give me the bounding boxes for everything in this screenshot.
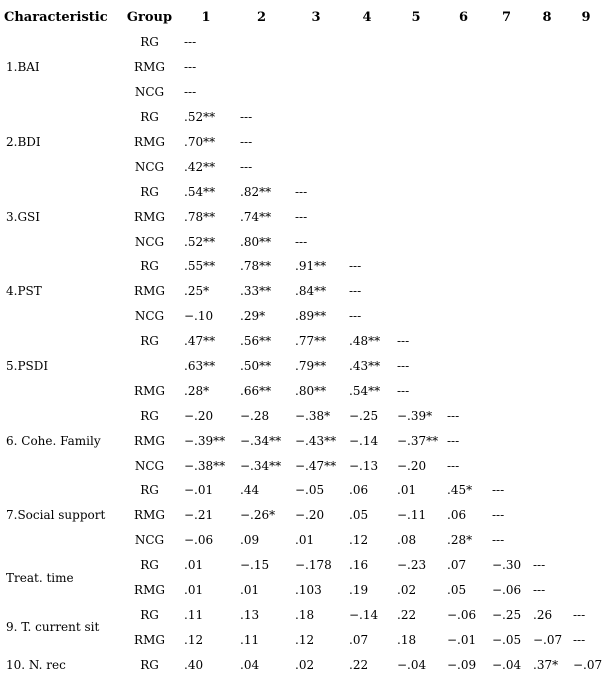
characteristic-label: 1.BAI [6, 60, 40, 75]
value-cell-col-1: −.20 [184, 408, 214, 423]
value-cell-col-6 [441, 130, 486, 155]
header-col-7: 7 [501, 9, 512, 25]
table-row [0, 652, 605, 677]
group-cell: RMG [134, 433, 165, 448]
value-cell-col-2: −.34** [240, 433, 282, 448]
table-row [0, 30, 605, 55]
value-cell-col-6: .05 [447, 583, 467, 598]
value-cell-col-6: −.09 [447, 657, 477, 672]
value-cell-col-1: .40 [184, 657, 204, 672]
value-cell-col-8 [527, 528, 567, 553]
table-row [0, 478, 605, 503]
value-cell-col-6: .07 [447, 558, 467, 573]
value-cell-col-6 [441, 179, 486, 204]
value-cell-col-5: −.11 [397, 508, 427, 523]
group-cell: RMG [134, 583, 165, 598]
value-cell-col-3: .103 [295, 583, 322, 598]
value-cell-col-2: −.15 [240, 558, 270, 573]
value-cell-col-2: .04 [240, 657, 260, 672]
table-row [0, 553, 605, 578]
group-cell: RG [140, 607, 159, 622]
value-cell-col-2: −.28 [240, 408, 270, 423]
value-cell-col-2: .01 [240, 583, 260, 598]
value-cell-col-9 [567, 254, 605, 279]
value-cell-col-6: .45* [447, 483, 473, 498]
value-cell-col-5: −.20 [397, 458, 427, 473]
value-cell-col-8 [527, 453, 567, 478]
value-cell-col-7 [486, 154, 527, 179]
header-group: Group [126, 9, 173, 25]
value-cell-col-7 [486, 279, 527, 304]
value-cell-col-5 [391, 179, 441, 204]
value-cell-col-7 [486, 130, 527, 155]
value-cell-col-2: .29* [240, 309, 266, 324]
value-cell-col-7 [486, 304, 527, 329]
value-cell-col-7 [486, 55, 527, 80]
table-row [0, 602, 605, 627]
value-cell-col-7 [486, 204, 527, 229]
value-cell-col-6 [441, 279, 486, 304]
value-cell-col-5 [391, 80, 441, 105]
value-cell-col-8 [527, 179, 567, 204]
value-cell-col-9 [567, 229, 605, 254]
header-col-8: 8 [542, 9, 552, 25]
value-cell-col-6: −.01 [447, 632, 477, 647]
value-cell-col-5 [391, 105, 441, 130]
value-cell-col-1: .70** [184, 135, 216, 149]
value-cell-col-4: .07 [349, 632, 369, 647]
value-cell-col-4: .54** [349, 383, 381, 398]
value-cell-col-5: −.37** [397, 433, 439, 448]
value-cell-col-5: --- [397, 359, 410, 374]
value-cell-col-9 [567, 105, 605, 130]
value-cell-col-4: −.25 [349, 408, 379, 423]
value-cell-col-1: --- [184, 35, 197, 50]
value-cell-col-9 [567, 553, 605, 578]
value-cell-col-9: −.07 [573, 657, 603, 672]
value-cell-col-3: .79** [295, 359, 327, 374]
table-row [0, 105, 605, 130]
group-cell: RMG [134, 209, 165, 224]
header-col-1: 1 [201, 9, 211, 25]
value-cell-col-2: .82** [240, 184, 272, 199]
value-cell-col-2: −.34** [240, 458, 282, 473]
characteristic-label: 5.PSDI [6, 359, 49, 374]
value-cell-col-5 [391, 204, 441, 229]
characteristic-label: 10. N. rec [6, 657, 66, 672]
group-cell: RMG [134, 383, 165, 398]
value-cell-col-4 [343, 80, 391, 105]
value-cell-col-2 [234, 80, 289, 105]
header-col-3: 3 [311, 9, 321, 25]
value-cell-col-2: .44 [240, 483, 260, 498]
value-cell-col-3: .12 [295, 632, 315, 647]
group-cell: RMG [134, 508, 165, 523]
value-cell-col-7: --- [492, 483, 505, 498]
header-col-4: 4 [362, 9, 372, 25]
value-cell-col-6 [441, 329, 486, 354]
value-cell-col-4: .16 [349, 558, 369, 573]
value-cell-col-8: .37* [533, 657, 559, 672]
value-cell-col-2: .74** [240, 209, 272, 224]
value-cell-col-4 [343, 105, 391, 130]
value-cell-col-3: −.05 [295, 483, 325, 498]
value-cell-col-6 [441, 80, 486, 105]
value-cell-col-9 [567, 304, 605, 329]
value-cell-col-8 [527, 80, 567, 105]
value-cell-col-7: --- [492, 533, 505, 548]
value-cell-col-2: .50** [240, 359, 272, 374]
value-cell-col-3: .89** [295, 309, 327, 324]
value-cell-col-2: .78** [240, 259, 272, 274]
value-cell-col-5 [391, 229, 441, 254]
group-cell: NCG [134, 234, 165, 249]
value-cell-col-5: --- [397, 334, 410, 349]
value-cell-col-8 [527, 329, 567, 354]
value-cell-col-2: .09 [240, 533, 260, 548]
value-cell-col-6: .28* [447, 533, 473, 548]
value-cell-col-3: −.178 [295, 558, 332, 573]
value-cell-col-7: −.04 [492, 657, 522, 672]
value-cell-col-9 [567, 453, 605, 478]
value-cell-col-2: --- [240, 135, 253, 149]
value-cell-col-1: --- [184, 60, 197, 75]
value-cell-col-3 [289, 105, 343, 130]
value-cell-col-1: .52** [184, 234, 216, 249]
value-cell-col-1: .42** [184, 159, 216, 174]
value-cell-col-5 [391, 254, 441, 279]
value-cell-col-7 [486, 428, 527, 453]
value-cell-col-6 [441, 354, 486, 379]
characteristic-label: 7.Social support [6, 508, 106, 523]
value-cell-col-9 [567, 329, 605, 354]
value-cell-col-4: .48** [349, 334, 381, 349]
characteristic-label: 9. T. current sit [6, 620, 100, 635]
header-col-6: 6 [458, 9, 469, 25]
characteristic-label: 2.BDI [6, 135, 41, 149]
value-cell-col-3: .91** [295, 259, 327, 274]
group-cell: NCG [134, 309, 165, 324]
value-cell-col-2: .80** [240, 234, 272, 249]
value-cell-col-6 [441, 105, 486, 130]
characteristic-label: 4.PST [6, 284, 42, 299]
value-cell-col-3: .01 [295, 533, 315, 548]
value-cell-col-6: --- [447, 433, 460, 448]
value-cell-col-2: −.26* [240, 508, 276, 523]
value-cell-col-6 [441, 254, 486, 279]
value-cell-col-3: .02 [295, 657, 315, 672]
value-cell-col-6: --- [447, 408, 460, 423]
value-cell-col-4: --- [349, 284, 362, 299]
value-cell-col-9 [567, 154, 605, 179]
value-cell-col-9 [567, 130, 605, 155]
value-cell-col-9 [567, 204, 605, 229]
value-cell-col-9 [567, 528, 605, 553]
value-cell-col-8 [527, 503, 567, 528]
value-cell-col-2: .11 [240, 632, 260, 647]
value-cell-col-3: --- [295, 184, 308, 199]
value-cell-col-7 [486, 378, 527, 403]
group-cell: RMG [134, 284, 165, 299]
value-cell-col-3: .84** [295, 284, 327, 299]
value-cell-col-9 [567, 55, 605, 80]
value-cell-col-8 [527, 478, 567, 503]
value-cell-col-9 [567, 279, 605, 304]
value-cell-col-4 [343, 55, 391, 80]
value-cell-col-5: .18 [397, 632, 417, 647]
value-cell-col-7 [486, 80, 527, 105]
group-cell: RMG [134, 60, 165, 75]
characteristic-label: 6. Cohe. Family [6, 433, 101, 448]
value-cell-col-5: .01 [397, 483, 417, 498]
value-cell-col-7 [486, 403, 527, 428]
group-cell: RG [140, 408, 159, 423]
value-cell-col-1: .01 [184, 558, 204, 573]
value-cell-col-8 [527, 279, 567, 304]
value-cell-col-1: −.21 [184, 508, 214, 523]
value-cell-col-1: .52** [184, 110, 216, 125]
value-cell-col-4 [343, 204, 391, 229]
table-row [0, 254, 605, 279]
value-cell-col-1: .63** [184, 359, 216, 374]
value-cell-col-7 [486, 229, 527, 254]
value-cell-col-1: −.01 [184, 483, 214, 498]
value-cell-col-8 [527, 105, 567, 130]
value-cell-col-6: --- [447, 458, 460, 473]
value-cell-col-5 [391, 154, 441, 179]
value-cell-col-4: .43** [349, 359, 381, 374]
value-cell-col-2: .66** [240, 383, 272, 398]
header-col-2: 2 [256, 9, 267, 25]
group-cell [121, 354, 178, 379]
value-cell-col-1: −.39** [184, 433, 226, 448]
value-cell-col-1: .47** [184, 334, 216, 349]
header-col-9: 9 [581, 9, 591, 25]
value-cell-col-7: --- [492, 508, 505, 523]
value-cell-col-8 [527, 154, 567, 179]
value-cell-col-1: −.06 [184, 533, 214, 548]
header-col-5: 5 [411, 9, 421, 25]
value-cell-col-2 [234, 30, 289, 55]
value-cell-col-8 [527, 354, 567, 379]
value-cell-col-8 [527, 428, 567, 453]
group-cell: RG [140, 334, 159, 349]
value-cell-col-4: −.13 [349, 458, 379, 473]
value-cell-col-7 [486, 179, 527, 204]
value-cell-col-5 [391, 130, 441, 155]
value-cell-col-5 [391, 279, 441, 304]
value-cell-col-9 [567, 30, 605, 55]
value-cell-col-7 [486, 329, 527, 354]
value-cell-col-6: −.06 [447, 607, 477, 622]
group-cell: RMG [134, 632, 165, 647]
value-cell-col-7 [486, 30, 527, 55]
group-cell: RMG [134, 135, 165, 149]
value-cell-col-4 [343, 30, 391, 55]
value-cell-col-1: .12 [184, 632, 204, 647]
value-cell-col-8 [527, 304, 567, 329]
value-cell-col-7 [486, 105, 527, 130]
value-cell-col-2: --- [240, 159, 253, 174]
value-cell-col-6 [441, 154, 486, 179]
value-cell-col-3 [289, 154, 343, 179]
value-cell-col-9 [567, 378, 605, 403]
value-cell-col-1: .01 [184, 583, 204, 598]
table-row [0, 329, 605, 354]
value-cell-col-1: .54** [184, 184, 216, 199]
table-row [0, 403, 605, 428]
group-cell: RG [140, 110, 159, 125]
value-cell-col-1: −.10 [184, 309, 214, 324]
value-cell-col-4 [343, 229, 391, 254]
value-cell-col-9: --- [573, 632, 586, 647]
value-cell-col-7 [486, 254, 527, 279]
table-body [0, 30, 605, 677]
value-cell-col-4: .05 [349, 508, 369, 523]
value-cell-col-8 [527, 204, 567, 229]
value-cell-col-3: .80** [295, 383, 327, 398]
value-cell-col-9 [567, 354, 605, 379]
value-cell-col-1: .25* [184, 284, 210, 299]
group-cell: NCG [134, 159, 165, 174]
value-cell-col-3: −.38* [295, 408, 331, 423]
value-cell-col-8: --- [533, 558, 546, 573]
value-cell-col-3: −.47** [295, 458, 337, 473]
value-cell-col-6 [441, 378, 486, 403]
value-cell-col-8 [527, 254, 567, 279]
value-cell-col-8 [527, 130, 567, 155]
value-cell-col-4: .06 [349, 483, 369, 498]
value-cell-col-9 [567, 403, 605, 428]
value-cell-col-4: --- [349, 259, 362, 274]
value-cell-col-2: --- [240, 110, 253, 125]
group-cell: NCG [134, 85, 165, 100]
characteristic-label: Treat. time [6, 570, 74, 585]
value-cell-col-6 [441, 204, 486, 229]
value-cell-col-4: .19 [349, 583, 369, 598]
group-cell: NCG [134, 458, 165, 473]
value-cell-col-1: .55** [184, 259, 216, 274]
value-cell-col-3: −.43** [295, 433, 337, 448]
value-cell-col-3 [289, 130, 343, 155]
group-cell: RG [140, 558, 159, 573]
value-cell-col-5: −.23 [397, 558, 427, 573]
value-cell-col-1: .11 [184, 607, 204, 622]
value-cell-col-5: .02 [397, 583, 417, 598]
value-cell-col-5 [391, 304, 441, 329]
group-cell: NCG [134, 533, 165, 548]
value-cell-col-3: −.20 [295, 508, 325, 523]
value-cell-col-5: −.39* [397, 408, 433, 423]
group-cell: RG [140, 184, 159, 199]
value-cell-col-8: --- [533, 583, 546, 598]
value-cell-col-5: −.04 [397, 657, 427, 672]
value-cell-col-6 [441, 304, 486, 329]
value-cell-col-3: --- [295, 234, 308, 249]
value-cell-col-4: .22 [349, 657, 369, 672]
value-cell-col-5 [391, 55, 441, 80]
value-cell-col-8: −.07 [533, 632, 563, 647]
value-cell-col-5: .22 [397, 607, 417, 622]
value-cell-col-4: .12 [349, 533, 369, 548]
group-cell: RG [140, 657, 159, 672]
correlation-table [0, 4, 605, 677]
value-cell-col-8: .26 [533, 607, 553, 622]
value-cell-col-9 [567, 80, 605, 105]
value-cell-col-6 [441, 30, 486, 55]
value-cell-col-8 [527, 229, 567, 254]
value-cell-col-9 [567, 578, 605, 603]
group-cell: RG [140, 259, 159, 274]
value-cell-col-3: --- [295, 209, 308, 224]
value-cell-col-7: −.06 [492, 583, 522, 598]
value-cell-col-5: .08 [397, 533, 417, 548]
value-cell-col-9 [567, 428, 605, 453]
value-cell-col-4: −.14 [349, 433, 379, 448]
value-cell-col-7: −.25 [492, 607, 522, 622]
value-cell-col-3 [289, 30, 343, 55]
value-cell-col-3 [289, 55, 343, 80]
value-cell-col-9 [567, 478, 605, 503]
value-cell-col-3 [289, 80, 343, 105]
value-cell-col-8 [527, 30, 567, 55]
value-cell-col-5 [391, 30, 441, 55]
value-cell-col-1: .78** [184, 209, 216, 224]
value-cell-col-8 [527, 403, 567, 428]
value-cell-col-4 [343, 179, 391, 204]
value-cell-col-6: .06 [447, 508, 467, 523]
header-characteristic: Characteristic [4, 9, 108, 25]
value-cell-col-3: .18 [295, 607, 315, 622]
value-cell-col-6 [441, 229, 486, 254]
value-cell-col-6 [441, 55, 486, 80]
value-cell-col-8 [527, 378, 567, 403]
table-row [0, 179, 605, 204]
value-cell-col-9 [567, 179, 605, 204]
value-cell-col-1: −.38** [184, 458, 226, 473]
characteristic-label: 3.GSI [6, 209, 40, 224]
value-cell-col-5: --- [397, 383, 410, 398]
value-cell-col-7: −.30 [492, 558, 522, 573]
value-cell-col-2: .33** [240, 284, 272, 299]
value-cell-col-7 [486, 354, 527, 379]
group-cell: RG [140, 483, 159, 498]
value-cell-col-7: −.05 [492, 632, 522, 647]
value-cell-col-4 [343, 130, 391, 155]
value-cell-col-8 [527, 55, 567, 80]
group-cell: RG [140, 35, 159, 50]
value-cell-col-4: −.14 [349, 607, 379, 622]
value-cell-col-4: --- [349, 309, 362, 324]
value-cell-col-2: .13 [240, 607, 260, 622]
value-cell-col-2: .56** [240, 334, 272, 349]
value-cell-col-9: --- [573, 607, 586, 622]
value-cell-col-1: --- [184, 85, 197, 100]
header-row [0, 4, 605, 30]
value-cell-col-1: .28* [184, 383, 210, 398]
value-cell-col-4 [343, 154, 391, 179]
value-cell-col-7 [486, 453, 527, 478]
value-cell-col-2 [234, 55, 289, 80]
value-cell-col-9 [567, 503, 605, 528]
value-cell-col-3: .77** [295, 334, 327, 349]
